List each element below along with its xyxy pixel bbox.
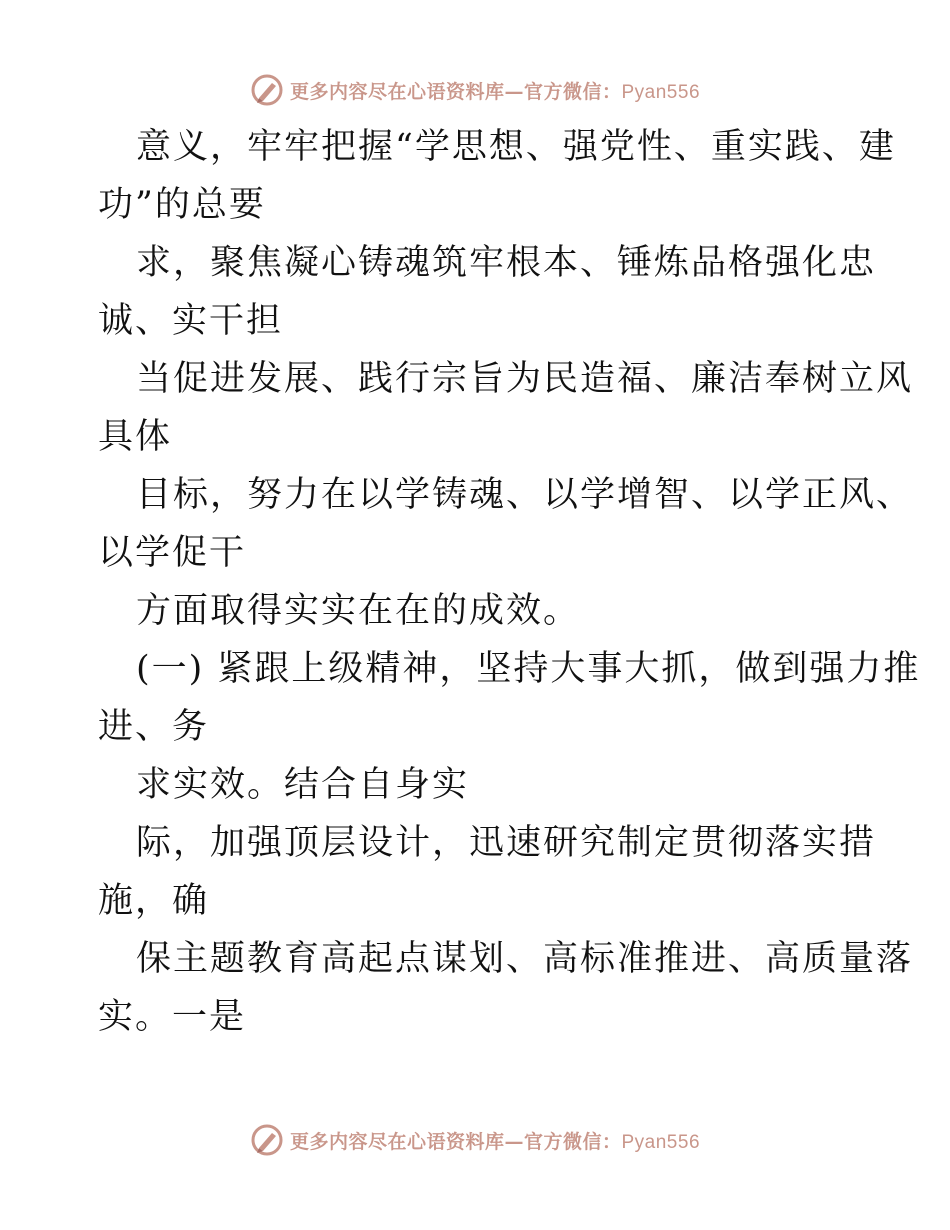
text-line: 意义，牢牢把握“学思想、强党性、重实践、建 (136, 127, 896, 167)
watermark-text: 更多内容尽在心语资料库—官方微信：Pyan556 (289, 1130, 701, 1153)
text-line: 功”的总要 (98, 185, 266, 225)
header-watermark (0, 70, 950, 110)
text-line: 具体 (98, 417, 173, 457)
pen-circle-logo-icon (250, 73, 284, 107)
text-line: 施，确 (98, 881, 210, 921)
watermark-text: 更多内容尽在心语资料库—官方微信：Pyan556 (289, 80, 701, 103)
pen-circle-logo-icon (250, 1123, 284, 1157)
text-line: 诚、实干担 (98, 301, 284, 341)
text-line: 际，加强顶层设计，迅速研究制定贯彻落实措 (136, 823, 877, 863)
text-line: 求实效。结合自身实 (136, 765, 470, 805)
text-line: 目标，努力在以学铸魂、以学增智、以学正风、 (136, 475, 914, 515)
text-line: 进、务 (98, 707, 210, 747)
text-line: 方面取得实实在在的成效。 (136, 591, 581, 631)
document-body (98, 118, 921, 1046)
text-line: 求，聚焦凝心铸魂筑牢根本、锤炼品格强化忠 (136, 243, 877, 283)
text-line: (一) 紧跟上级精神，坚持大事大抓，做到强力推 (136, 649, 921, 689)
text-line: 实。一是 (98, 997, 247, 1037)
footer-watermark (0, 1120, 950, 1160)
text-line: 以学促干 (98, 533, 247, 573)
text-line: 当促进发展、践行宗旨为民造福、廉洁奉树立风 (136, 359, 914, 399)
text-line: 保主题教育高起点谋划、高标准推进、高质量落 (136, 939, 914, 979)
